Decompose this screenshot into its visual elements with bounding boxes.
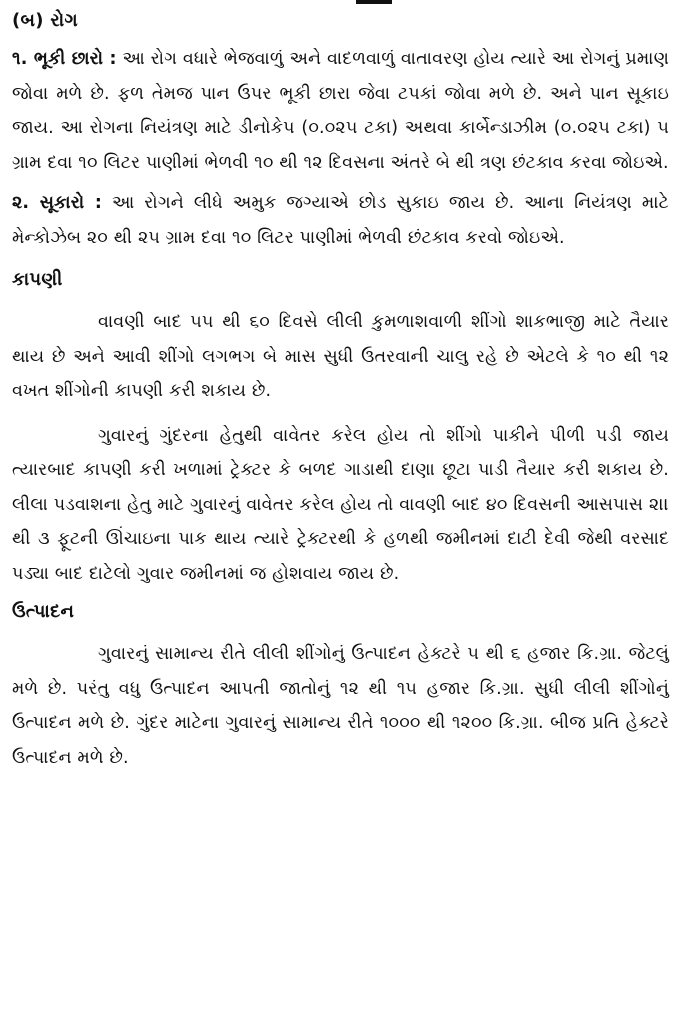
disease-item-powdery-mildew — [12, 42, 669, 180]
disease-item-title: ૧. ભૂકી છારો : — [12, 49, 117, 69]
harvest-heading: કાપણી — [12, 269, 63, 290]
disease-item-wilt — [12, 186, 669, 255]
production-heading: ઉત્પાદન — [12, 601, 75, 622]
disease-heading: (બ) રોગ — [12, 10, 78, 31]
disease-item-title: ૨. સૂકારો : — [12, 193, 102, 213]
production-paragraph: ગુવારનું સામાન્ય રીતે લીલી શીંગોનું ઉત્પાદન હેક્ટરે ૫ થી ૬ હજાર કિ.ગ્રા. જેટલું મળે છે. પરંતુ વધુ ઉત્પાદન આપતી જાતોનું ૧૨ થી ૧૫ હજાર કિ.ગ્રા. સુધી લીલી શીંગોનું ઉત્પાદન મળે છે. ગુંદર માટેના ગુવારનું સામાન્ય રીતે ૧૦૦૦ થી ૧૨૦૦ કિ.ગ્રા. બીજ પ્રતિ હેક્ટરે ઉત્પાદન મળે છે. — [12, 644, 669, 768]
disease-item-text: આ રોગ વધારે ભેજવાળું અને વાદળવાળું વાતાવરણ હોય ત્યારે આ રોગનું પ્રમાણ જોવા મળે છે. ફળ તેમજ પાન ઉપર ભૂકી છારા જેવા ટપકાં જોવા મળે છે. અને પાન સૂકાઇ જાય. આ રોગના નિયંત્રણ માટે ડીનોકેપ (૦.૦૨૫ ટકા) અથવા કાર્બેન્ડાઝીમ (૦.૦૨૫ ટકા) ૫ ગ્રામ દવા ૧૦ લિટર પાણીમાં ભેળવી ૧૦ થી ૧૨ દિવસના અંતરે બે થી ત્રણ છંટકાવ કરવા જોઇએ. — [12, 49, 669, 173]
disease-item-text: આ રોગને લીધે અમુક જગ્યાએ છોડ સુકાઇ જાય છે. આના નિયંત્રણ માટે મેન્કોઝેબ ૨૦ થી ૨૫ ગ્રામ દવા ૧૦ લિટર પાણીમાં ભેળવી છંટકાવ કરવો જોઇએ. — [12, 193, 669, 248]
harvest-paragraph: વાવણી બાદ ૫૫ થી ૬૦ દિવસે લીલી કુમળાશવાળી શીંગો શાકભાજી માટે તૈયાર થાય છે અને આવી શીંગો લગભગ બે માસ સુધી ઉતરવાની ચાલુ રહે છે એટલે કે ૧૦ થી ૧૨ વખત શીંગોની કાપણી કરી શકાય છે. — [12, 312, 669, 401]
page-top-mark — [356, 0, 392, 4]
harvest-paragraph: ગુવારનું ગુંદરના હેતુથી વાવેતર કરેલ હોય તો શીંગો પાકીને પીળી પડી જાય ત્યારબાદ કાપણી કરી ખળામાં ટ્રેક્ટર કે બળદ ગાડાથી દાણા છૂટા પાડી તૈયાર કરી શકાય છે. લીલા પડવાશના હેતુ માટે ગુવારનું વાવેતર કરેલ હોય તો વાવણી બાદ ૪૦ દિવસની આસપાસ ૨।। થી ૩ ફૂટની ઊંચાઇના પાક થાય ત્યારે ટ્રેક્ટરથી કે હળથી જમીનમાં દાટી દેવી જેથી વરસાદ પડ્યા બાદ દાટેલો ગુવાર જમીનમાં જ હોશવાય જાય છે. — [12, 425, 669, 584]
